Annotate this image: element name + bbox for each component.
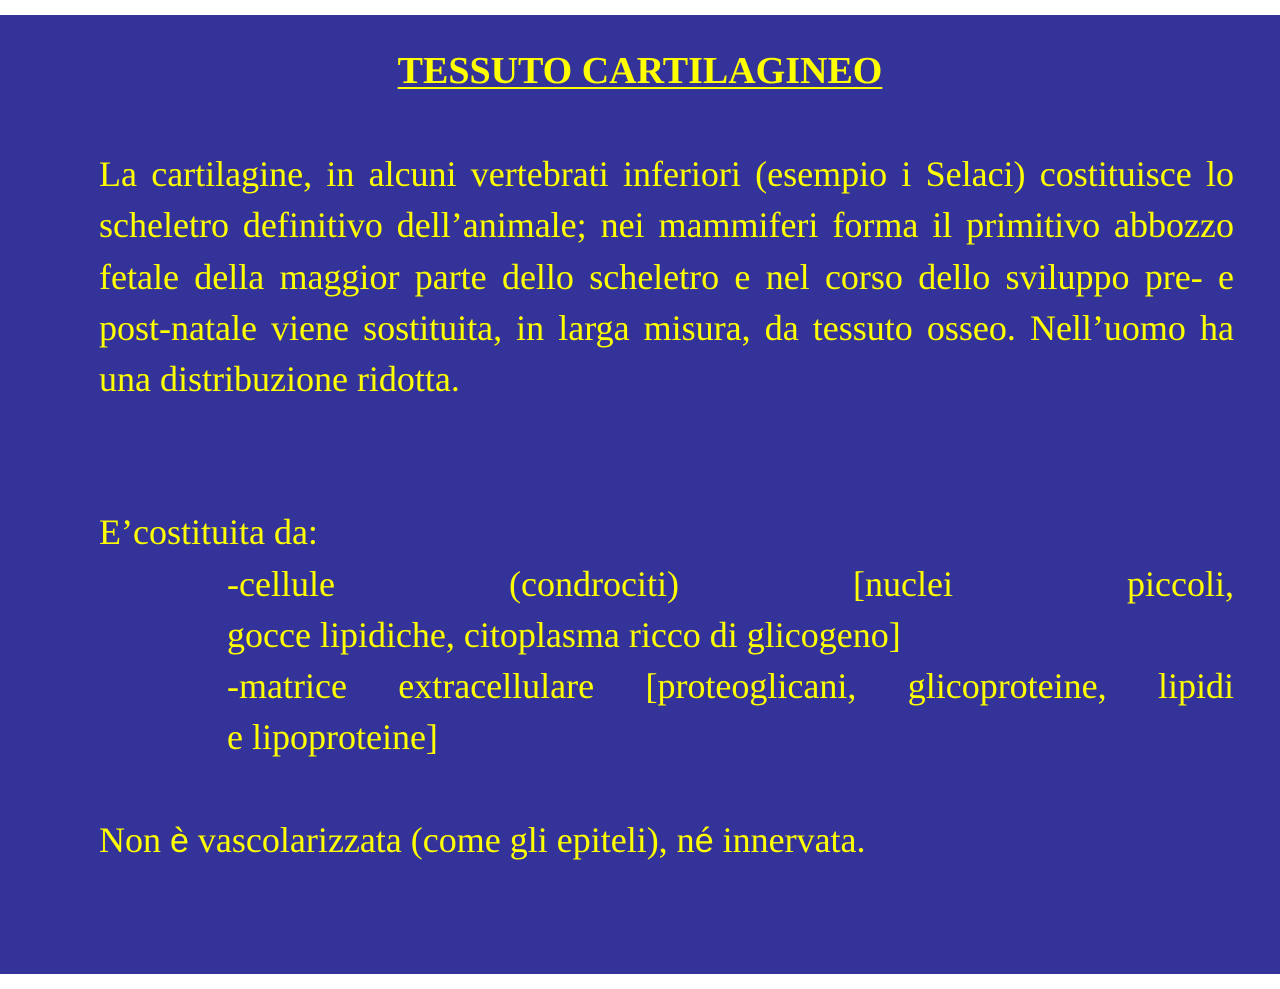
intro-paragraph: La cartilagine, in alcuni vertebrati inferiori (esempio i Selaci) costituisce lo scheletro definitivo dell’animale; nei mammiferi forma il primitivo abbozzo fetale della maggior parte dello scheletro e nel corso dello sviluppo pre- e post-natale viene sostituita, in larga misura, da tessuto osseo. Nell’uomo ha una distribuzione ridotta. [99, 154, 1234, 400]
list-item-matrix-line1: -matrice extracellulare [proteoglicani, glicoproteine, lipidi [227, 666, 1234, 706]
vascularization-note [99, 815, 1234, 867]
composition-intro: E’costituita da: [99, 512, 318, 552]
slide-title [0, 49, 1280, 93]
final-text-part2: vascolarizzata (come gli epiteli), n [188, 820, 695, 860]
list-item-matrix [227, 661, 1234, 764]
list-item-matrix-line2: e lipoproteine] [227, 717, 438, 758]
final-accent-e1: è [170, 822, 189, 860]
list-item-cells-line2: gocce lipidiche, citoplasma ricco di glicogeno] [227, 615, 901, 656]
list-item-cells-line1: -cellule (condrociti) [nuclei piccoli, [227, 564, 1234, 604]
final-accent-e2: é [694, 822, 714, 860]
slide-title-text: TESSUTO CARTILAGINEO [397, 50, 883, 92]
final-text-part3: innervata. [713, 820, 866, 860]
list-item-cells [227, 559, 1234, 662]
slide [0, 15, 1280, 974]
final-text-part1: Non [99, 820, 170, 860]
